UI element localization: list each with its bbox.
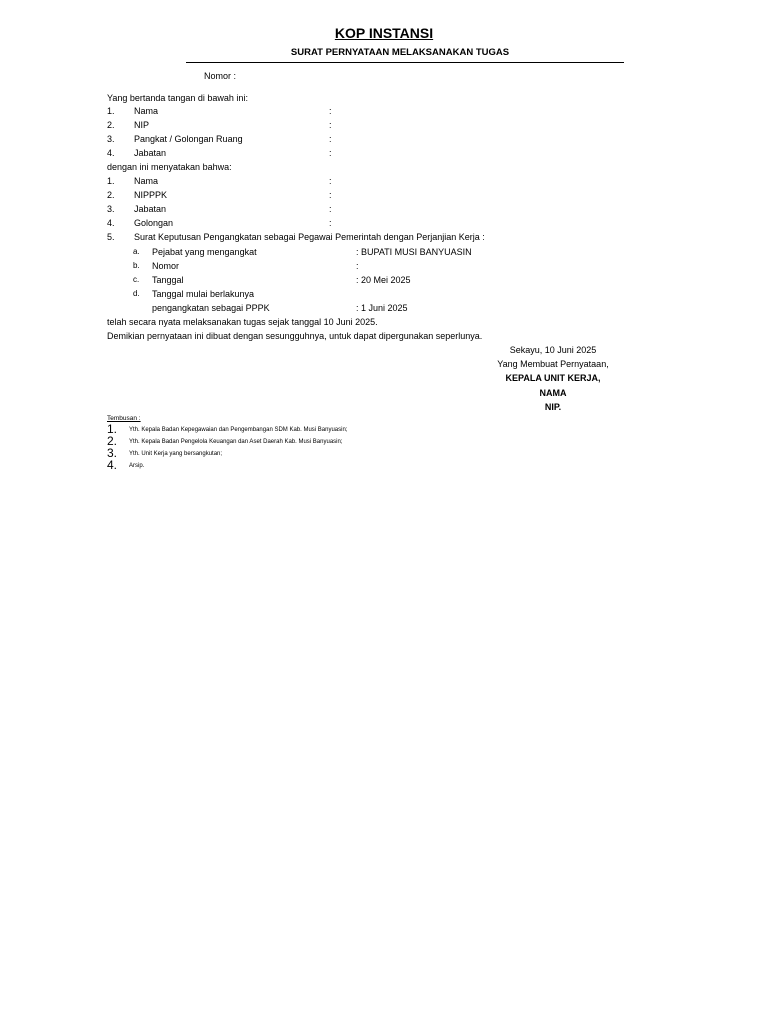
row-number: 4. [107, 148, 115, 158]
sub-value: : 1 Juni 2025 [356, 303, 408, 313]
row-label: NIPPPK [134, 190, 168, 200]
row-number: 2. [107, 120, 115, 130]
row-number: 5. [107, 232, 115, 242]
row-colon: : [329, 218, 332, 228]
sk-row-continuation [0, 303, 768, 315]
signature-position: KEPALA UNIT KERJA, [505, 373, 601, 383]
row-label: Jabatan [134, 204, 167, 214]
sub-label: Tanggal [152, 275, 184, 285]
row-label: Nama [134, 106, 159, 116]
row-number: 2. [107, 190, 115, 200]
row-label: Jabatan [134, 148, 167, 158]
sk-row [0, 275, 768, 287]
row-label: Surat Keputusan Pengangkatan sebagai Pegawai Pemerintah dengan Perjanjian Kerja : [134, 232, 485, 242]
intro-signer: Yang bertanda tangan di bawah ini: [107, 93, 248, 103]
subject-row [0, 218, 768, 230]
tembusan-heading: Tembusan : [107, 415, 141, 422]
sk-row [0, 247, 768, 259]
letterhead-title: KOP INSTANSI [334, 25, 434, 41]
row-colon: : [329, 148, 332, 158]
row-label: Golongan [134, 218, 174, 228]
tembusan-number: 1. [107, 422, 118, 436]
subject-row [0, 176, 768, 188]
sub-value: : [356, 261, 359, 271]
row-label: NIP [134, 120, 150, 130]
subject-row [0, 190, 768, 202]
row-number: 1. [107, 176, 115, 186]
row-number: 1. [107, 106, 115, 116]
row-number: 3. [107, 204, 115, 214]
row-colon: : [329, 204, 332, 214]
sk-row [0, 261, 768, 273]
row-number: 4. [107, 218, 115, 228]
header-rule [186, 62, 624, 63]
sub-label: Pejabat yang mengangkat [152, 247, 257, 257]
row-label: Nama [134, 176, 159, 186]
sub-letter: c. [133, 275, 140, 284]
sub-label: pengangkatan sebagai PPPK [152, 303, 270, 313]
row-colon: : [329, 106, 332, 116]
tembusan-item [0, 459, 768, 472]
sub-label: Tanggal mulai berlakunya [152, 289, 255, 299]
signer-row [0, 134, 768, 146]
signature-place-date: Sekayu, 10 Juni 2025 [509, 345, 597, 355]
row-colon: : [329, 134, 332, 144]
sub-letter: b. [133, 261, 140, 270]
sub-letter: d. [133, 289, 140, 298]
sub-value: : 20 Mei 2025 [356, 275, 411, 285]
sub-label: Nomor [152, 261, 180, 271]
row-colon: : [329, 120, 332, 130]
signer-row [0, 148, 768, 160]
tembusan-number: 4. [107, 458, 118, 472]
signature-nip: NIP. [544, 402, 562, 412]
statement-duty: telah secara nyata melaksanakan tugas sejak tanggal 10 Juni 2025. [107, 317, 378, 327]
tembusan-number: 3. [107, 446, 118, 460]
row-colon: : [329, 190, 332, 200]
tembusan-text: Arsip. [129, 463, 145, 469]
subject-row [0, 204, 768, 216]
tembusan-text: Yth. Kepala Badan Kepegawaian dan Pengembangan SDM Kab. Musi Banyuasin; [129, 427, 348, 433]
tembusan-number: 2. [107, 434, 118, 448]
signer-row [0, 120, 768, 132]
tembusan-text: Yth. Unit Kerja yang bersangkutan; [129, 451, 223, 457]
signature-maker: Yang Membuat Pernyataan, [497, 359, 609, 369]
sub-letter: a. [133, 247, 140, 256]
signer-row [0, 106, 768, 118]
nomor-label: Nomor : [204, 71, 237, 81]
row-label: Pangkat / Golongan Ruang [134, 134, 243, 144]
signature-name: NAMA [539, 388, 567, 398]
row-colon: : [329, 176, 332, 186]
intro-subject: dengan ini menyatakan bahwa: [107, 162, 232, 172]
sub-value: : BUPATI MUSI BANYUASIN [356, 247, 472, 257]
sk-heading-row [0, 232, 768, 244]
row-number: 3. [107, 134, 115, 144]
document-title: SURAT PERNYATAAN MELAKSANAKAN TUGAS [290, 47, 510, 58]
statement-closing: Demikian pernyataan ini dibuat dengan sesungguhnya, untuk dapat dipergunakan seperlunya. [107, 331, 483, 341]
tembusan-text: Yth. Kepala Badan Pengelola Keuangan dan Aset Daerah Kab. Musi Banyuasin; [129, 439, 343, 445]
sk-row [0, 289, 768, 301]
